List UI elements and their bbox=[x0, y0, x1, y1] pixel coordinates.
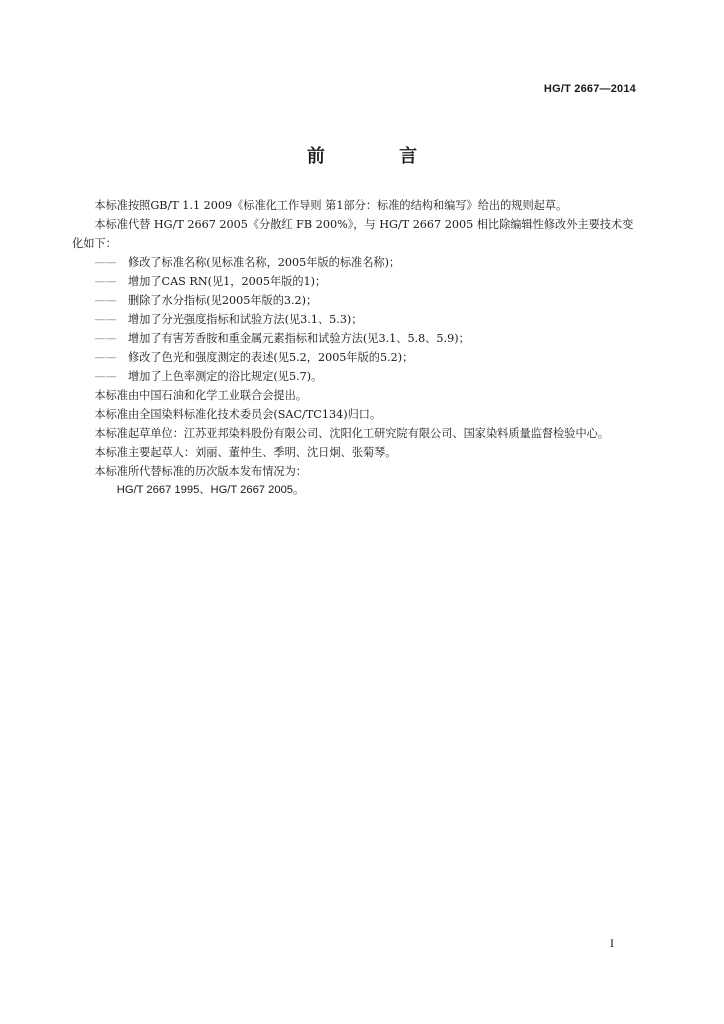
dash-marker: —— bbox=[94, 294, 117, 307]
dash-marker: —— bbox=[94, 351, 117, 364]
change-item: —— 增加了有害芳香胺和重金属元素指标和试验方法(见3.1、5.8、5.9)； bbox=[72, 329, 642, 348]
paragraph-committee: 本标准由全国染料标准化技术委员会(SAC/TC134)归口。 bbox=[94, 408, 382, 421]
paragraph-drafting-rules: 本标准按照GB/T 1.1 2009《标准化工作导则 第1部分：标准的结构和编写》给出的规则起草。 bbox=[94, 199, 568, 212]
standard-code: HG/T 2667—2014 bbox=[543, 83, 636, 95]
dash-marker: —— bbox=[94, 332, 117, 345]
history-versions: HG/T 2667 1995、HG/T 2667 2005。 bbox=[116, 484, 305, 496]
change-item: —— 修改了色光和强度测定的表述(见5.2，2005年版的5.2)； bbox=[72, 348, 642, 367]
paragraph-history-intro: 本标准所代替标准的历次版本发布情况为： bbox=[94, 465, 307, 478]
change-item: —— 修改了标准名称(见标准名称，2005年版的标准名称)； bbox=[72, 253, 642, 272]
page-number: I bbox=[610, 936, 614, 950]
dash-marker: —— bbox=[94, 275, 117, 288]
paragraph-drafting-units: 本标准起草单位：江苏亚邦染料股份有限公司、沈阳化工研究院有限公司、国家染料质量监督检验中心。 bbox=[94, 427, 610, 440]
foreword-body bbox=[72, 196, 642, 500]
change-item: —— 删除了水分指标(见2005年版的3.2)； bbox=[72, 291, 642, 310]
dash-marker: —— bbox=[94, 370, 117, 383]
change-item: —— 增加了CAS RN(见1，2005年版的1)； bbox=[72, 272, 642, 291]
page-title: 前 言 bbox=[306, 146, 452, 167]
paragraph-proposer: 本标准由中国石油和化学工业联合会提出。 bbox=[94, 389, 307, 402]
dash-marker: —— bbox=[94, 256, 117, 269]
change-item: —— 增加了分光强度指标和试验方法(见3.1、5.3)； bbox=[72, 310, 642, 329]
dash-marker: —— bbox=[94, 313, 117, 326]
paragraph-drafters: 本标准主要起草人：刘丽、董仲生、季明、沈日炯、张菊琴。 bbox=[94, 446, 397, 459]
change-item: —— 增加了上色率测定的浴比规定(见5.7)。 bbox=[72, 367, 642, 386]
paragraph-replacement: 本标准代替 HG/T 2667 2005《分散红 FB 200%》，与 HG/T 2667 2005 相比除编辑性修改外主要技术变化如下： bbox=[72, 218, 634, 250]
